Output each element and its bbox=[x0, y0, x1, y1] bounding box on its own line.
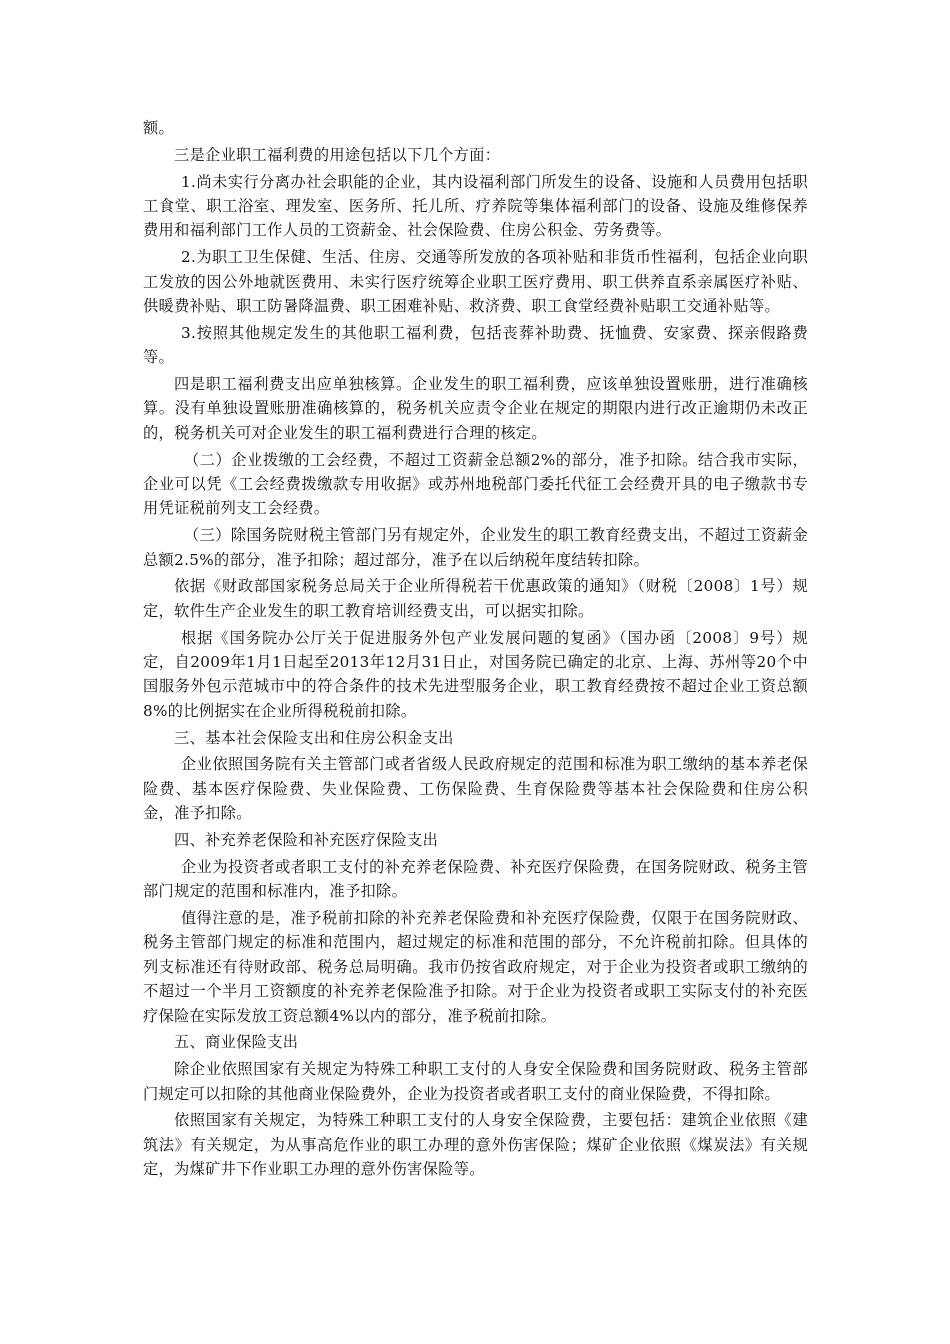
paragraph: （二）企业拨缴的工会经费，不超过工资薪金总额2%的部分，准予扣除。结合我市实际，企业可以凭《工会经费拨缴款专用收据》或苏州地税部门委托代征工会经费开具的电子缴款书专用凭证税前列支工会经费。 bbox=[143, 450, 808, 518]
paragraph: 除企业依照国家有关规定为特殊工种职工支付的人身安全保险费和国务院财政、税务主管部门规定可以扣除的其他商业保险费外，企业为投资者或者职工支付的商业保险费，不得扣除。 bbox=[143, 1060, 808, 1103]
paragraph: 根据《国务院办公厅关于促进服务外包产业发展问题的复函》（国办函〔2008〕9号）规定，自2009年1月1日起至2013年12月31日止，对国务院已确定的北京、上海、苏州等20个中国服务外包示范城市中的符合条件的技术先进型服务企业，职工教育经费按不超过企业工资总额8%的比例据实在企业所得税税前扣除。 bbox=[143, 628, 808, 720]
paragraph: 额。 bbox=[143, 119, 175, 137]
paragraph: 值得注意的是，准予税前扣除的补充养老保险费和补充医疗保险费，仅限于在国务院财政、税务主管部门规定的标准和范围内，超过规定的标准和范围的部分，不允许税前扣除。但具体的列支标准还有待财政部、税务总局明确。我市仍按省政府规定，对于企业为投资者或职工缴纳的不超过一个半月工资额度的补充养老保险准予扣除。对于企业为投资者或职工实际支付的补充医疗保险在实际发放工资总额4%以内的部分，准予税前扣除。 bbox=[143, 909, 808, 1025]
paragraph: 企业为投资者或者职工支付的补充养老保险费、补充医疗保险费，在国务院财政、税务主管部门规定的范围和标准内，准予扣除。 bbox=[143, 857, 808, 901]
list-item: 1.尚未实行分离办社会职能的企业，其内设福利部门所发生的设备、设施和人员费用包括职工食堂、职工浴室、理发室、医务所、托儿所、疗养院等集体福利部门的设备、设施及维修保养费用和福利部门工作人员的工资薪金、社会保险费、住房公积金、劳务费等。 bbox=[143, 172, 808, 240]
list-item: 3.按照其他规定发生的其他职工福利费，包括丧葬补助费、抚恤费、安家费、探亲假路费等。 bbox=[143, 323, 808, 367]
paragraph: 依照国家有关规定，为特殊工种职工支付的人身安全保险费，主要包括：建筑企业依照《建筑法》有关规定，为从事高危作业的职工办理的意外伤害保险；煤矿企业依照《煤炭法》有关规定，为煤矿井下作业职工办理的意外伤害保险等。 bbox=[143, 1111, 808, 1179]
document-body bbox=[143, 116, 808, 1184]
list-item: 2.为职工卫生保健、生活、住房、交通等所发放的各项补贴和非货币性福利，包括企业向职工发放的因公外地就医费用、未实行医疗统筹企业职工医疗费用、职工供养直系亲属医疗补贴、供暖费补贴、职工防暑降温费、职工困难补贴、救济费、职工食堂经费补贴职工交通补贴等。 bbox=[143, 248, 808, 316]
paragraph: 企业依照国务院有关主管部门或者省级人民政府规定的范围和标准为职工缴纳的基本养老保险费、基本医疗保险费、失业保险费、工伤保险费、生育保险费等基本社会保险费和住房公积金，准予扣除。 bbox=[143, 755, 808, 823]
section-heading: 四、补充养老保险和补充医疗保险支出 bbox=[174, 831, 439, 850]
section-heading: 三、基本社会保险支出和住房公积金支出 bbox=[174, 728, 454, 747]
paragraph: 依据《财政部国家税务总局关于企业所得税若干优惠政策的通知》（财税〔2008〕1号）规定，软件生产企业发生的职工教育培训经费支出，可以据实扣除。 bbox=[143, 577, 808, 620]
paragraph: 三是企业职工福利费的用途包括以下几个方面： bbox=[174, 145, 501, 164]
section-heading: 五、商业保险支出 bbox=[174, 1033, 299, 1052]
paragraph: 四是职工福利费支出应单独核算。企业发生的职工福利费，应该单独设置账册，进行准确核算。没有单独设置账册准确核算的，税务机关应责令企业在规定的期限内进行改正逾期仍未改正的，税务机关可对企业发生的职工福利费进行合理的核定。 bbox=[143, 375, 808, 442]
paragraph: （三）除国务院财税主管部门另有规定外，企业发生的职工教育经费支出，不超过工资薪金总额2.5%的部分，准予扣除；超过部分，准予在以后纳税年度结转扣除。 bbox=[143, 526, 808, 569]
